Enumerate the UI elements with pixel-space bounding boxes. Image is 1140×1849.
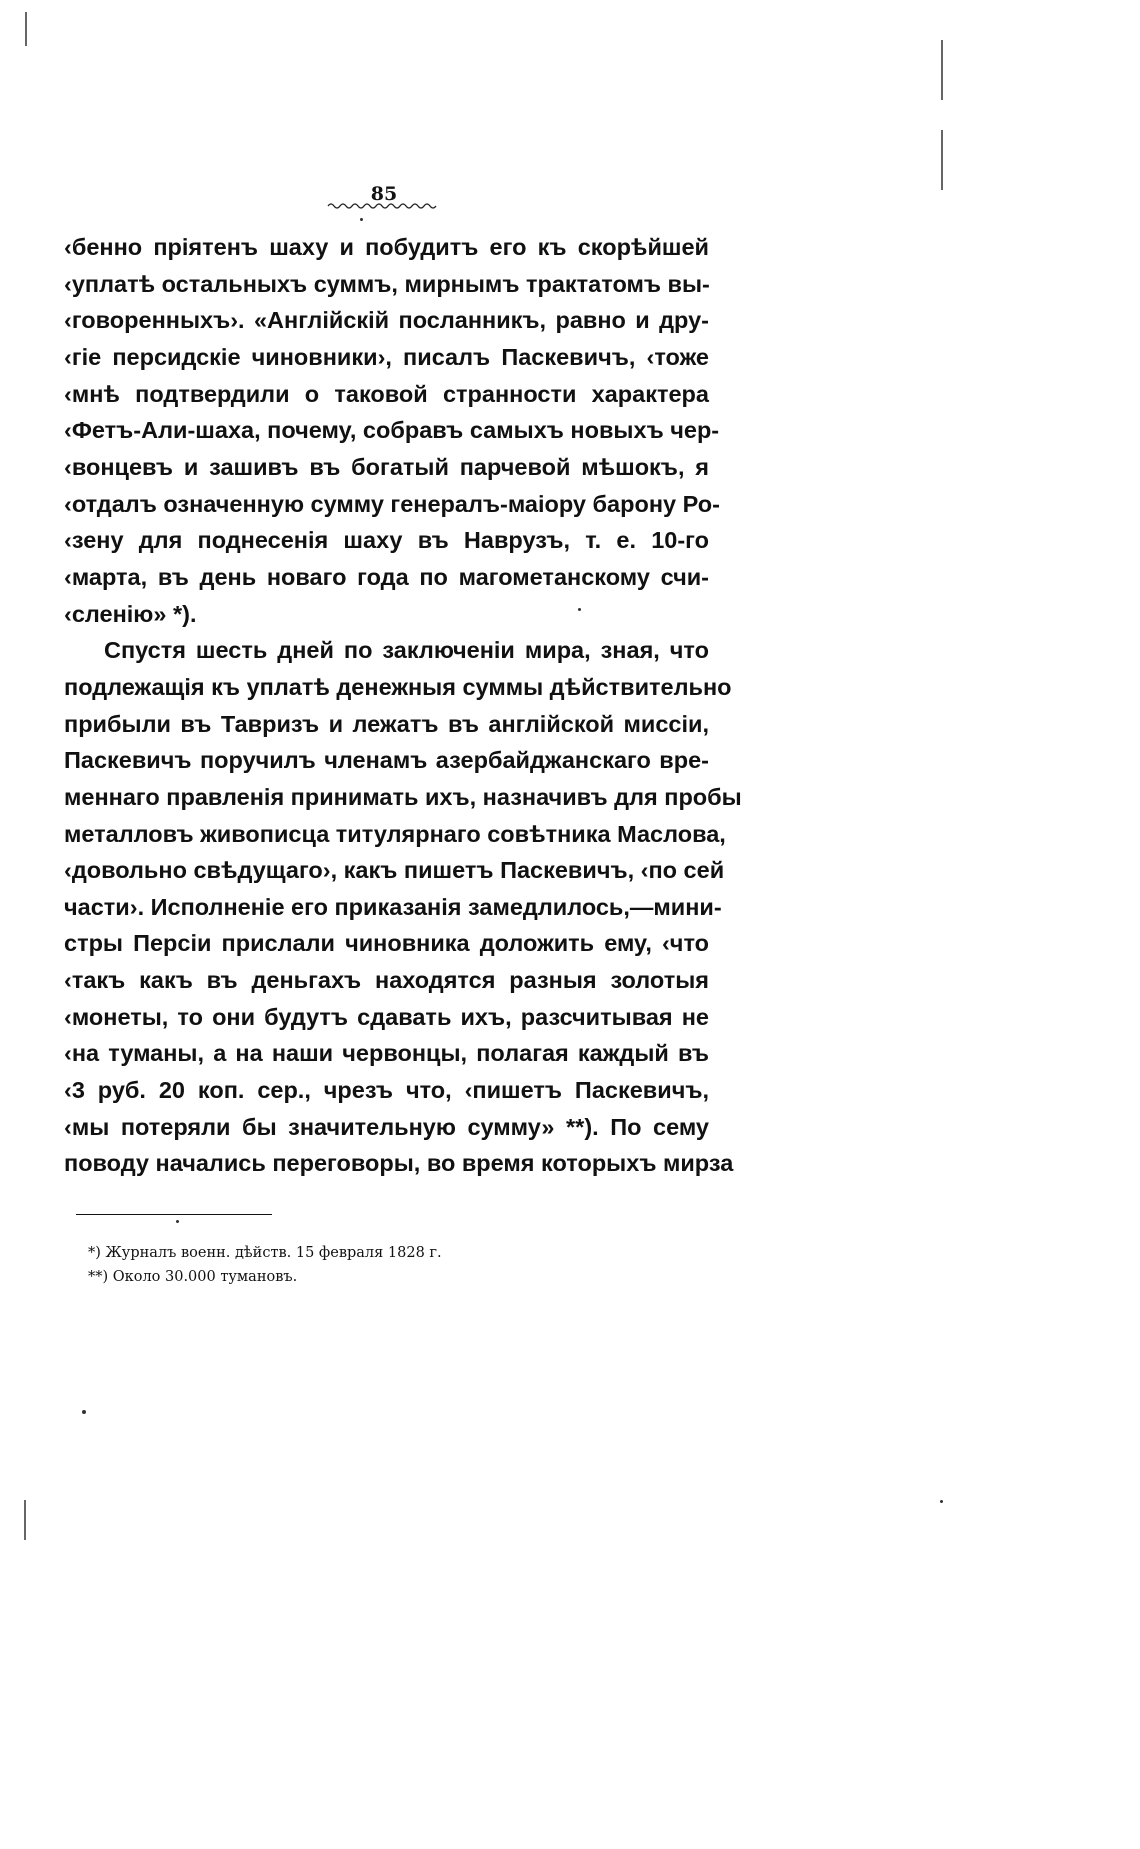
- header-ornament: [326, 201, 438, 211]
- text-line: поводу начались переговоры, во время которыхъ мирза: [64, 1150, 734, 1177]
- text-line: металловъ живописца титулярнаго совѣтника Маслова,: [64, 820, 726, 847]
- text-line: стры Персіи прислали чиновника доложить ему, ‹что: [64, 930, 709, 957]
- footnotes: [88, 1241, 688, 1289]
- footnote-rule: [76, 1214, 272, 1215]
- text-line: ‹уплатѣ остальныхъ суммъ, мирнымъ трактатомъ вы-: [64, 270, 710, 297]
- text-line: ‹говоренныхъ›. «Англійскій посланникъ, равно и дру-: [64, 307, 709, 334]
- text-line: ‹такъ какъ въ деньгахъ находятся разныя золотыя: [64, 967, 709, 994]
- text-line: части›. Исполненіе его приказанія замедлилось,—мини-: [64, 893, 722, 920]
- text-line: ‹на туманы, а на наши червонцы, полагая каждый въ: [64, 1040, 709, 1067]
- text-line: ‹зену для поднесенія шаху въ Наврузъ, т. е. 10-го: [64, 527, 709, 554]
- scan-margin-line: [25, 12, 27, 46]
- footnote: *) Журналъ военн. дѣйств. 15 февраля 1828 г.: [88, 1245, 442, 1261]
- text-line: ‹довольно свѣдущаго›, какъ пишетъ Паскевичъ, ‹по сей: [64, 857, 725, 884]
- text-line: ‹Фетъ-Али-шаха, почему, собравъ самыхъ новыхъ чер-: [64, 417, 720, 444]
- scan-margin-line: [941, 40, 943, 100]
- footnote: **) Около 30.000 тумановъ.: [88, 1269, 298, 1285]
- scan-speck: [82, 1410, 86, 1414]
- page-number: 85: [370, 183, 398, 205]
- text-line: меннаго правленія принимать ихъ, назначивъ для пробы: [64, 783, 742, 810]
- text-line: Паскевичъ поручилъ членамъ азербайджанскаго вре-: [64, 747, 709, 774]
- text-line: ‹сленію» *).: [64, 600, 197, 627]
- text-line: ‹мнѣ подтвердили о таковой странности характера: [64, 380, 709, 407]
- text-line: ‹марта, въ день новаго года по магометанскому счи-: [64, 563, 709, 590]
- scan-speck: [360, 218, 363, 221]
- text-line: Спустя шесть дней по заключеніи мира, зная, что: [104, 637, 709, 664]
- scan-margin-line: [941, 130, 943, 190]
- scan-speck: [578, 608, 581, 611]
- text-line: ‹монеты, то они будутъ сдавать ихъ, разсчитывая не: [64, 1003, 709, 1030]
- text-line: ‹3 руб. 20 коп. сер., чрезъ что, ‹пишетъ Паскевичъ,: [64, 1077, 709, 1104]
- text-line: ‹гіе персидскіе чиновники›, писалъ Паскевичъ, ‹тоже: [64, 343, 709, 370]
- text-line: ‹бенно пріятенъ шаху и побудитъ его къ скорѣйшей: [64, 234, 709, 260]
- body-text: [64, 229, 742, 1182]
- text-line: подлежащія къ уплатѣ денежныя суммы дѣйствительно: [64, 673, 732, 700]
- text-line: прибыли въ Тавризъ и лежатъ въ англійской миссіи,: [64, 710, 709, 737]
- scan-speck: [940, 1500, 943, 1503]
- scan-margin-line: [24, 1500, 26, 1540]
- scan-speck: [176, 1220, 179, 1223]
- text-line: ‹вонцевъ и зашивъ въ богатый парчевой мѣшокъ, я: [64, 453, 709, 480]
- text-line: ‹мы потеряли бы значительную сумму» **). По сему: [64, 1113, 709, 1140]
- text-line: ‹отдалъ означенную сумму генералъ-маіору барону Ро-: [64, 490, 720, 517]
